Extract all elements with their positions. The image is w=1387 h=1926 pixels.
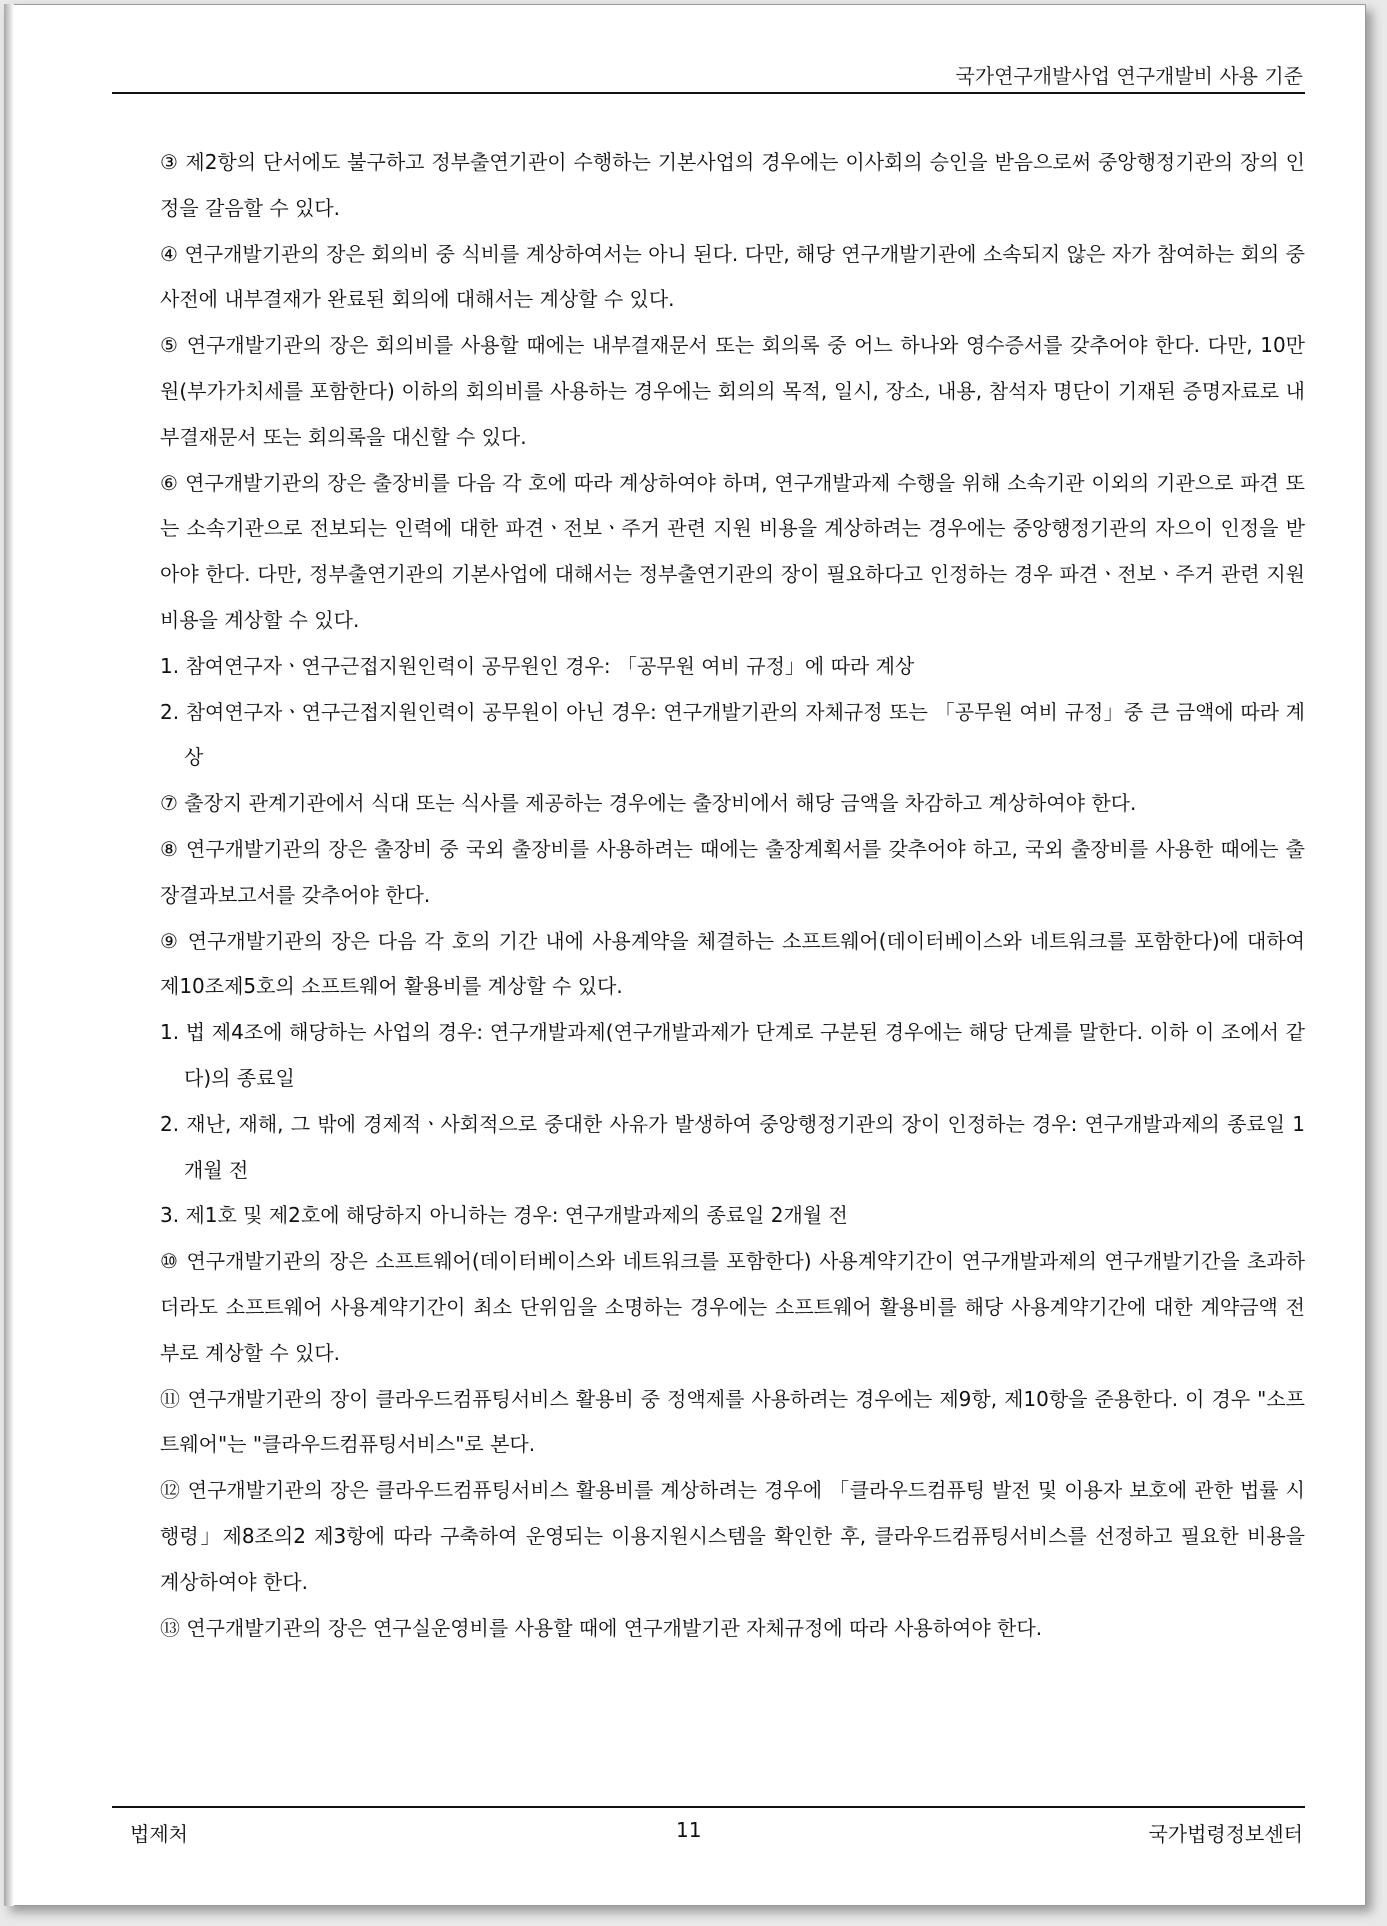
page-number: 11 <box>676 1818 702 1842</box>
header-title: 국가연구개발사업 연구개발비 사용 기준 <box>955 64 1303 88</box>
paragraph-13: ⑬ 연구개발기관의 장은 연구실운영비를 사용할 때에 연구개발기관 자체규정에 따라 사용하여야 한다. <box>160 1615 1043 1640</box>
paragraph-5: ⑤ 연구개발기관의 장은 회의비를 사용할 때에는 내부결재문서 또는 회의록 중 어느 하나와 영수증서를 갖추어야 한다. 다만, 10만 원(부가가치세를 포함한다) 이하의 회의비를 사용하는 경우에는 회의의 목적, 일시, 장소, 내용, 참석자 명단이 기재된 증명자료로 내부결재문서 또는 회의록을 대신할 수 있다. <box>160 333 1305 449</box>
header-divider <box>112 92 1305 94</box>
paragraph-8: ⑧ 연구개발기관의 장은 출장비 중 국외 출장비를 사용하려는 때에는 출장계획서를 갖추어야 하고, 국외 출장비를 사용한 때에는 출장결과보고서를 갖추어야 한다. <box>160 836 1305 907</box>
page-edge-shadow <box>4 4 14 1906</box>
paragraph-9-item-3: 3. 제1호 및 제2호에 해당하지 아니하는 경우: 연구개발과제의 종료일 2개월 전 <box>160 1203 848 1228</box>
paragraph-6-item-2: 2. 참여연구자ㆍ연구근접지원인력이 공무원이 아닌 경우: 연구개발기관의 자체규정 또는 「공무원 여비 규정」중 큰 금액에 따라 계상 <box>160 699 1305 770</box>
paragraph-3: ③ 제2항의 단서에도 불구하고 정부출연기관이 수행하는 기본사업의 경우에는 이사회의 승인을 받음으로써 중앙행정기관의 장의 인정을 갈음할 수 있다. <box>160 150 1305 220</box>
paragraph-11: ⑪ 연구개발기관의 장이 클라우드컴퓨팅서비스 활용비 중 정액제를 사용하려는 경우에는 제9항, 제10항을 준용한다. 이 경우 "소프트웨어"는 "클라우드컴퓨팅서비스"로 본다. <box>160 1386 1305 1457</box>
paragraph-9-item-1: 1. 법 제4조에 해당하는 사업의 경우: 연구개발과제(연구개발과제가 단계로 구분된 경우에는 해당 단계를 말한다. 이하 이 조에서 같다)의 종료일 <box>160 1020 1305 1090</box>
paragraph-12: ⑫ 연구개발기관의 장은 클라우드컴퓨팅서비스 활용비를 계상하려는 경우에 「클라우드컴퓨팅 발전 및 이용자 보호에 관한 법률 시행령」제8조의2 제3항에 따라 구축하여 운영되는 이용지원시스템을 확인한 후, 클라우드컴퓨팅서비스를 선정하고 필요한 비용을 계상하여야 한다. <box>160 1478 1305 1594</box>
paragraph-6-item-1: 1. 참여연구자ㆍ연구근접지원인력이 공무원인 경우: 「공무원 여비 규정」에 따라 계상 <box>160 653 915 678</box>
paragraph-6: ⑥ 연구개발기관의 장은 출장비를 다음 각 호에 따라 계상하여야 하며, 연구개발과제 수행을 위해 소속기관 이외의 기관으로 파견 또는 소속기관으로 전보되는 인력에 대한 파견ㆍ전보ㆍ주거 관련 지원 비용을 계상하려는 경우에는 중앙행정기관의 자으이 인정을 받아야 한다. 다만, 정부출연기관의 기본사업에 대해서는 정부출연기관의 장이 필요하다고 인정하는 경우 파견ㆍ전보ㆍ주거 관련 지원 비용을 계상할 수 있다. <box>160 470 1305 632</box>
paragraph-9-item-2: 2. 재난, 재해, 그 밖에 경제적ㆍ사회적으로 중대한 사유가 발생하여 중앙행정기관의 장이 인정하는 경우: 연구개발과제의 종료일 1개월 전 <box>160 1111 1305 1182</box>
footer-publisher: 법제처 <box>130 1822 188 1846</box>
document-body <box>160 140 1305 1651</box>
footer-divider <box>112 1806 1305 1808</box>
paragraph-7: ⑦ 출장지 관계기관에서 식대 또는 식사를 제공하는 경우에는 출장비에서 해당 금액을 차감하고 계상하여야 한다. <box>160 791 1137 816</box>
paragraph-10: ⑩ 연구개발기관의 장은 소프트웨어(데이터베이스와 네트워크를 포함한다) 사용계약기간이 연구개발과제의 연구개발기간을 초과하더라도 소프트웨어 사용계약기간이 최소 단위임을 소명하는 경우에는 소프트웨어 활용비를 해당 사용계약기간에 대한 계약금액 전부로 계상할 수 있다. <box>160 1249 1305 1365</box>
paragraph-4: ④ 연구개발기관의 장은 회의비 중 식비를 계상하여서는 아니 된다. 다만, 해당 연구개발기관에 소속되지 않은 자가 참여하는 회의 중 사전에 내부결재가 완료된 회의에 대해서는 계상할 수 있다. <box>160 241 1305 312</box>
paragraph-9: ⑨ 연구개발기관의 장은 다음 각 호의 기간 내에 사용계약을 체결하는 소프트웨어(데이터베이스와 네트워크를 포함한다)에 대하여 제10조제5호의 소프트웨어 활용비를 계상할 수 있다. <box>160 928 1305 999</box>
footer-source: 국가법령정보센터 <box>1148 1822 1303 1846</box>
